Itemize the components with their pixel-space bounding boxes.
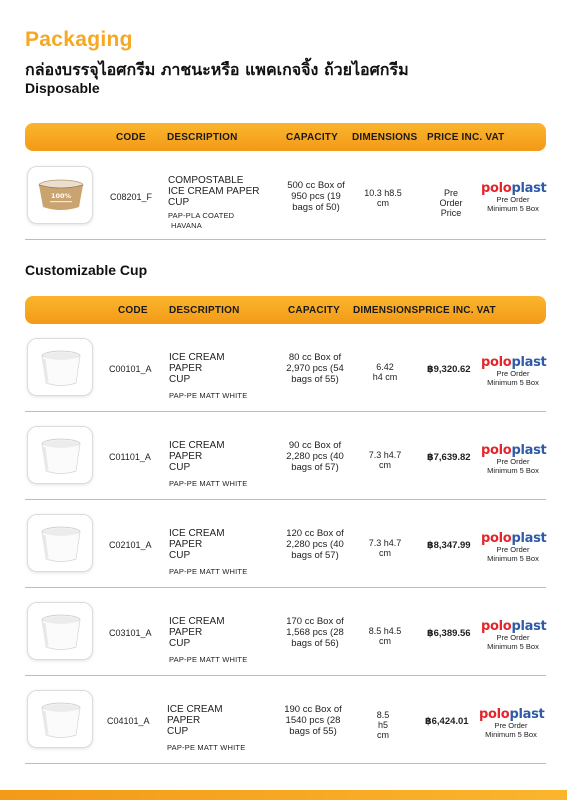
preorder-note: Pre Order xyxy=(496,633,530,642)
product-description xyxy=(169,440,225,473)
description-line: CUP xyxy=(167,726,189,737)
product-code: C03101_A xyxy=(109,628,152,638)
preorder-note: Pre Order xyxy=(496,195,530,204)
product-price: ฿9,320.62 xyxy=(427,364,471,375)
disposable-table-header xyxy=(25,123,546,151)
price-line: Order xyxy=(439,198,463,208)
section-heading-disposable: Disposable xyxy=(25,80,100,96)
kraft-bowl-icon xyxy=(28,167,93,224)
capacity-line: 2,280 pcs (40 xyxy=(286,451,344,462)
capacity-line: bags of 55) xyxy=(289,726,337,737)
white-cup-icon xyxy=(28,603,93,660)
dimension-line: h5 xyxy=(377,720,388,730)
product-capacity xyxy=(273,440,357,473)
header-dimensions: DIMENSIONS xyxy=(352,132,418,143)
product-row-customizable xyxy=(25,326,546,412)
description-line: PAPER xyxy=(169,451,203,462)
capacity-line: 2,280 pcs (40 xyxy=(286,539,344,550)
product-price xyxy=(431,188,471,218)
product-capacity xyxy=(273,616,357,649)
description-line: CUP xyxy=(169,638,191,649)
capacity-line: 190 cc Box of xyxy=(284,704,342,715)
product-description xyxy=(168,175,260,208)
product-row-customizable xyxy=(25,678,546,764)
header-price: PRICE INC. VAT xyxy=(427,132,505,143)
product-row-disposable xyxy=(25,158,546,240)
header-description: DESCRIPTION xyxy=(167,132,238,143)
poloplast-logo: poloplast xyxy=(481,619,547,634)
product-capacity xyxy=(273,528,357,561)
description-line: ICE CREAM xyxy=(169,352,225,363)
poloplast-logo: poloplast xyxy=(481,443,547,458)
product-material: PAP-PE MATT WHITE xyxy=(169,655,248,664)
product-description xyxy=(169,616,225,649)
description-line: ICE CREAM xyxy=(169,528,225,539)
header-capacity: CAPACITY xyxy=(286,132,338,143)
dimension-line: 8.5 h4.5 xyxy=(368,626,402,636)
product-description xyxy=(169,352,225,385)
capacity-line: 80 cc Box of xyxy=(288,352,342,363)
dimension-line: 8.5 xyxy=(376,710,390,720)
description-line: CUP xyxy=(168,197,190,208)
poloplast-logo: poloplast xyxy=(481,355,547,370)
description-line: CUP xyxy=(169,374,191,385)
product-dimensions xyxy=(365,362,405,382)
poloplast-logo: poloplast xyxy=(479,707,545,722)
product-description xyxy=(167,704,223,737)
description-line: PAPER xyxy=(167,715,201,726)
product-code: C01101_A xyxy=(109,452,151,462)
header-dimensions-price: DIMENSIONSPRICE INC. VAT xyxy=(353,305,496,316)
dimension-line: 7.3 h4.7 xyxy=(368,538,402,548)
product-dimensions xyxy=(365,626,405,646)
product-thumbnail xyxy=(27,426,93,484)
description-line: ICE CREAM xyxy=(167,704,223,715)
white-cup-icon xyxy=(28,515,93,572)
price-line: Price xyxy=(440,208,462,218)
preorder-note: Pre Order xyxy=(496,369,530,378)
white-cup-icon xyxy=(28,427,93,484)
capacity-line: bags of 55) xyxy=(291,374,339,385)
minimum-note: Minimum 5 Box xyxy=(487,377,539,387)
product-price: ฿8,347.99 xyxy=(427,540,471,551)
capacity-line: 1540 pcs (28 xyxy=(285,715,341,726)
dimension-line: cm xyxy=(379,636,391,646)
minimum-note: Minimum 5 Box xyxy=(487,641,539,651)
product-price: ฿6,424.01 xyxy=(425,716,469,727)
brand-block xyxy=(481,444,545,475)
brand-block xyxy=(479,708,543,739)
description-line: PAPER xyxy=(169,539,203,550)
footer-accent-bar xyxy=(0,790,567,800)
brand-block xyxy=(481,620,545,651)
product-material: PAP-PE MATT WHITE xyxy=(169,391,248,400)
capacity-line: bags of 50) xyxy=(292,202,340,213)
capacity-line: 120 cc Box of xyxy=(286,528,344,539)
product-dimensions xyxy=(363,710,403,740)
brand-block xyxy=(481,356,545,387)
page-subtitle-thai: กล่องบรรจุไอศกรีม ภาชนะหรือ แพคเกจจิ้ง ถ้วยไอศกรีม xyxy=(25,60,409,79)
product-thumbnail xyxy=(27,514,93,572)
preorder-note: Pre Order xyxy=(496,457,530,466)
capacity-line: 950 pcs (19 xyxy=(291,191,341,202)
price-line: Pre xyxy=(443,188,458,198)
product-capacity xyxy=(273,352,357,385)
product-dimensions xyxy=(363,188,403,208)
product-thumbnail xyxy=(27,602,93,660)
product-material: PAP-PE MATT WHITE xyxy=(167,743,246,752)
dimension-line: cm xyxy=(377,730,389,740)
product-code: C08201_F xyxy=(110,192,153,202)
description-line: CUP xyxy=(169,462,191,473)
white-cup-icon xyxy=(28,339,93,396)
capacity-line: 500 cc Box of xyxy=(287,180,345,191)
poloplast-logo: poloplast xyxy=(481,531,547,546)
header-capacity: CAPACITY xyxy=(288,305,340,316)
product-row-customizable xyxy=(25,590,546,676)
product-dimensions xyxy=(365,450,405,470)
customizable-table-header xyxy=(25,296,546,324)
product-capacity xyxy=(274,180,358,213)
product-material: PAP-PE MATT WHITE xyxy=(169,479,248,488)
description-line: PAPER xyxy=(169,363,203,374)
page-title: Packaging xyxy=(25,28,133,51)
description-line: ICE CREAM PAPER xyxy=(168,186,260,197)
product-description xyxy=(169,528,225,561)
product-code: C02101_A xyxy=(109,540,152,550)
description-line: COMPOSTABLE xyxy=(168,175,244,186)
minimum-note: Minimum 5 Box xyxy=(487,553,539,563)
product-code: C04101_A xyxy=(107,716,150,726)
minimum-note: Minimum 5 Box xyxy=(487,203,539,213)
brand-block xyxy=(481,182,545,213)
dimension-line: cm xyxy=(379,548,391,558)
product-dimensions xyxy=(365,538,405,558)
header-description: DESCRIPTION xyxy=(169,305,240,316)
dimension-line: cm xyxy=(377,198,389,208)
product-row-customizable xyxy=(25,502,546,588)
preorder-note: Pre Order xyxy=(496,545,530,554)
dimension-line: 6.42 xyxy=(376,362,394,372)
header-code: CODE xyxy=(118,305,148,316)
white-cup-icon xyxy=(28,691,93,748)
preorder-note: Pre Order xyxy=(494,721,528,730)
product-material: PAP-PE MATT WHITE xyxy=(169,567,248,576)
description-line: ICE CREAM xyxy=(169,616,225,627)
capacity-line: bags of 57) xyxy=(291,462,339,473)
dimension-line: 7.3 h4.7 xyxy=(368,450,402,460)
dimension-line: cm xyxy=(379,460,391,470)
material-line: PAP-PLA COATED xyxy=(168,211,235,220)
description-line: CUP xyxy=(169,550,191,561)
bowl-print: 100% xyxy=(50,192,72,200)
product-material xyxy=(168,211,234,231)
product-thumbnail xyxy=(27,690,93,748)
capacity-line: 1,568 pcs (28 xyxy=(286,627,344,638)
description-line: ICE CREAM xyxy=(169,440,225,451)
capacity-line: bags of 57) xyxy=(291,550,339,561)
brand-block xyxy=(481,532,545,563)
product-row-customizable xyxy=(25,414,546,500)
product-code: C00101_A xyxy=(109,364,152,374)
material-line: HAVANA xyxy=(171,221,202,230)
dimension-line: h4 cm xyxy=(372,372,398,382)
capacity-line: 170 cc Box of xyxy=(286,616,344,627)
minimum-note: Minimum 5 Box xyxy=(487,465,539,475)
product-price: ฿7,639.82 xyxy=(427,452,471,463)
product-thumbnail xyxy=(27,338,93,396)
capacity-line: 2,970 pcs (54 xyxy=(286,363,344,374)
dimension-line: 10.3 h8.5 xyxy=(364,188,402,198)
capacity-line: bags of 56) xyxy=(291,638,339,649)
product-thumbnail xyxy=(27,166,93,224)
poloplast-logo: poloplast xyxy=(481,181,547,196)
header-code: CODE xyxy=(116,132,146,143)
section-heading-customizable: Customizable Cup xyxy=(25,262,148,278)
description-line: PAPER xyxy=(169,627,203,638)
product-capacity xyxy=(271,704,355,737)
product-price: ฿6,389.56 xyxy=(427,628,471,639)
minimum-note: Minimum 5 Box xyxy=(485,729,537,739)
capacity-line: 90 cc Box of xyxy=(288,440,342,451)
